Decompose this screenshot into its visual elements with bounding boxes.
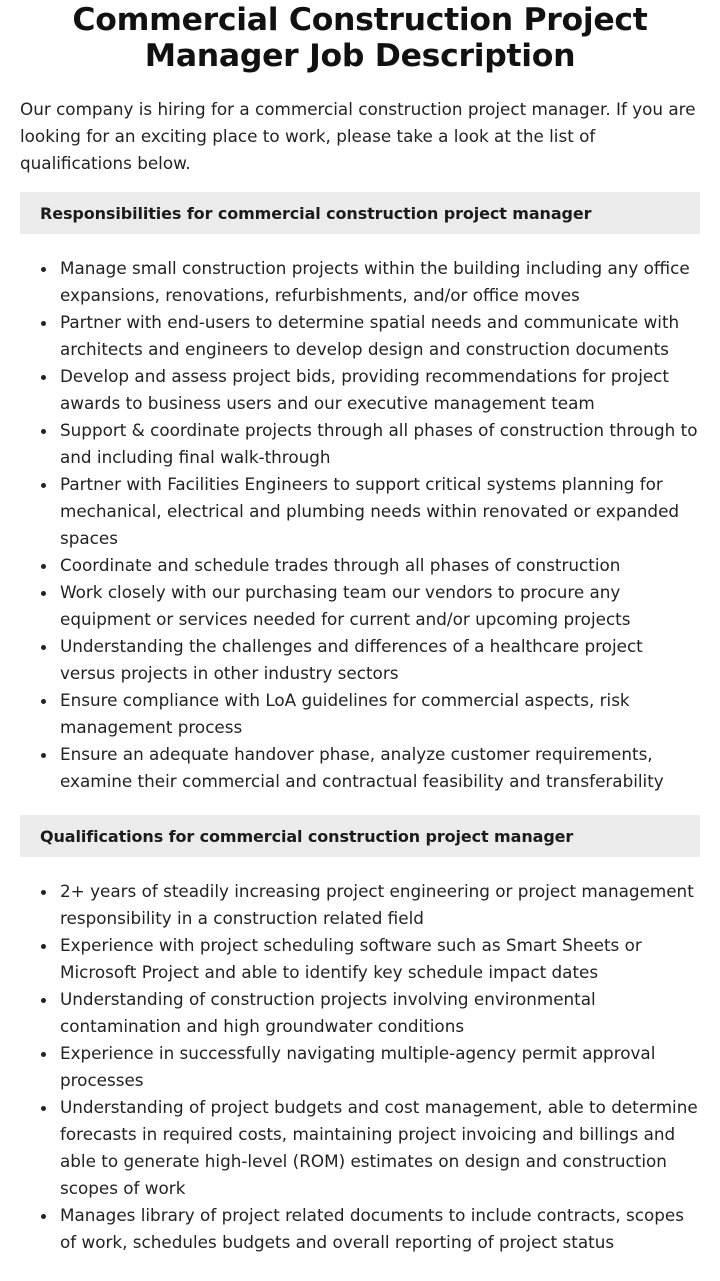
list-item: Support & coordinate projects through all phases of construction through to and including final walk-through xyxy=(60,417,700,471)
intro-paragraph: Our company is hiring for a commercial construction project manager. If you are looking for an exciting place to work, please take a look at the list of qualifications below. xyxy=(20,99,696,173)
list-item: Ensure compliance with LoA guidelines for commercial aspects, risk management process xyxy=(60,687,700,741)
list-item: Partner with end-users to determine spatial needs and communicate with architects and engineers to develop design and construction documents xyxy=(60,309,700,363)
list-item: Partner with Facilities Engineers to support critical systems planning for mechanical, electrical and plumbing needs within renovated or expanded spaces xyxy=(60,471,700,552)
list-item: Understanding of construction projects involving environmental contamination and high groundwater conditions xyxy=(60,986,700,1040)
qualifications-heading: Qualifications for commercial construction project manager xyxy=(20,815,700,857)
list-item: Work closely with our purchasing team our vendors to procure any equipment or services needed for current and/or upcoming projects xyxy=(60,579,700,633)
list-item: Understanding the challenges and differences of a healthcare project versus projects in other industry sectors xyxy=(60,633,700,687)
list-item: Manage small construction projects within the building including any office expansions, renovations, refurbishments, and/or office moves xyxy=(60,255,700,309)
responsibilities-list xyxy=(20,255,700,795)
list-item: Understanding of project budgets and cost management, able to determine forecasts in required costs, maintaining project invoicing and billings and able to generate high-level (ROM) estimates on design and construction scopes of work xyxy=(60,1094,700,1202)
list-item: Ensure an adequate handover phase, analyze customer requirements, examine their commercial and contractual feasibility and transferability xyxy=(60,741,700,795)
list-item: Experience in successfully navigating multiple-agency permit approval processes xyxy=(60,1040,700,1094)
list-item: Develop and assess project bids, providing recommendations for project awards to business users and our executive management team xyxy=(60,363,700,417)
list-item: Coordinate and schedule trades through all phases of construction xyxy=(60,552,700,579)
page-title: Commercial Construction Project Manager Job Description xyxy=(72,2,648,74)
responsibilities-heading: Responsibilities for commercial construction project manager xyxy=(20,192,700,234)
qualifications-list xyxy=(20,878,700,1256)
list-item: Manages library of project related documents to include contracts, scopes of work, schedules budgets and overall reporting of project status xyxy=(60,1202,700,1256)
list-item: Experience with project scheduling software such as Smart Sheets or Microsoft Project and able to identify key schedule impact dates xyxy=(60,932,700,986)
list-item: 2+ years of steadily increasing project engineering or project management responsibility in a construction related field xyxy=(60,878,700,932)
